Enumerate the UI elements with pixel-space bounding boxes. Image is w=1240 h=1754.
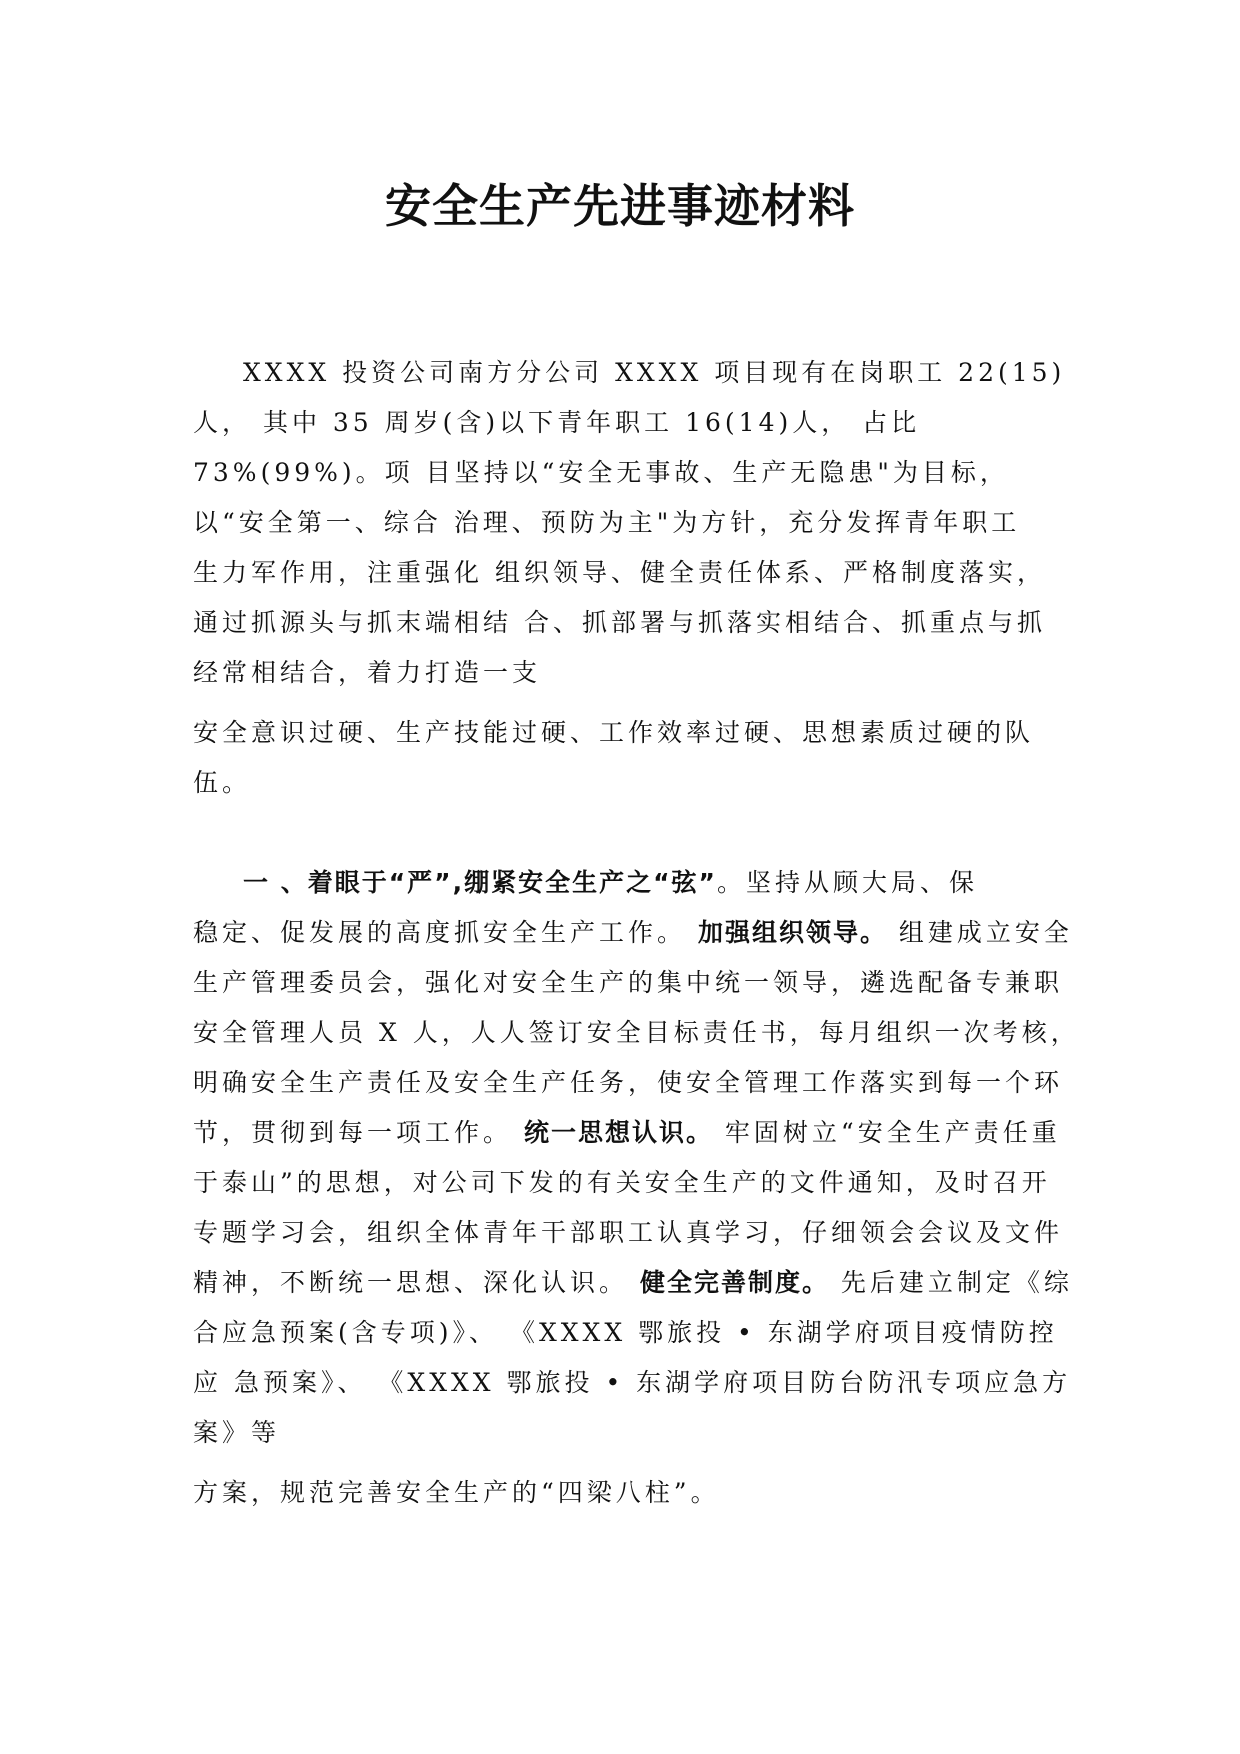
document-title: 安全生产先进事迹材料 (385, 179, 855, 233)
intro-tail-line-1: 安全意识过硬、生产技能过硬、工作效率过硬、思想素质过硬的队 (193, 718, 1035, 747)
section1-line-10: 合应急预案(含专项)》、 《XXXX 鄂旅投 • 东湖学府项目疫情防控 (193, 1318, 1058, 1347)
subheading-system: 健全完善制度。 (639, 1268, 829, 1297)
intro-line-3: 73%(99%)。项 目坚持以“安全无事故、生产无隐患"为目标， (193, 458, 1009, 487)
section1-line-9-text: 精神，不断统一思想、深化认识。 (193, 1268, 640, 1297)
section1-line-6 (193, 1113, 1061, 1153)
section1-line-12: 案》等 (193, 1418, 281, 1447)
section1-line-2 (193, 913, 1073, 953)
intro-line-2: 人， 其中 35 周岁(含)以下青年职工 16(14)人， 占比 (193, 408, 921, 437)
section1-line-3: 生产管理委员会，强化对安全生产的集中统一领导，遴选配备专兼职 (193, 968, 1064, 997)
section1-heading: 一 、着眼于“严”,绷紧安全生产之“弦” (243, 868, 717, 897)
section1-line-1-text: 。坚持从顾大局、保 (716, 868, 978, 897)
section1-line-6-text: 节，贯彻到每一项工作。 (193, 1118, 524, 1147)
subheading-thinking: 统一思想认识。 (523, 1118, 713, 1147)
section1-line-2-text: 稳定、促发展的高度抓安全生产工作。 (193, 918, 698, 947)
intro-line-7: 经常相结合，着力打造一支 (193, 658, 542, 687)
section1-line-2-rest: 组建成立安全 (886, 918, 1073, 947)
section1-line-4: 安全管理人员 X 人，人人签订安全目标责任书，每月组织一次考核， (193, 1018, 1080, 1047)
subheading-organization: 加强组织领导。 (697, 918, 887, 947)
intro-line-6: 通过抓源头与抓末端相结 合、抓部署与抓落实相结合、抓重点与抓 (193, 608, 1046, 637)
section1-line-11: 应 急预案》、 《XXXX 鄂旅投 • 东湖学府项目防台防汛专项应急方 (193, 1368, 1072, 1397)
section1-line-8: 专题学习会，组织全体青年干部职工认真学习，仔细领会会议及文件 (193, 1218, 1064, 1247)
intro-tail-line-2: 伍。 (193, 768, 252, 797)
section1-line-5: 明确安全生产责任及安全生产任务，使安全管理工作落实到每一个环 (193, 1068, 1064, 1097)
intro-line-5: 生力军作用，注重强化 组织领导、健全责任体系、严格制度落实， (193, 558, 1046, 587)
section1-line-6-rest: 牢固树立“安全生产责任重 (712, 1118, 1061, 1147)
section1-line-7: 于泰山”的思想，对公司下发的有关安全生产的文件通知，及时召开 (193, 1168, 1051, 1197)
section1-line-13: 方案，规范完善安全生产的“四梁八柱”。 (193, 1478, 720, 1507)
section1-line-9 (193, 1263, 1073, 1303)
intro-line-1: XXXX 投资公司南方分公司 XXXX 项目现有在岗职工 22(15) (243, 358, 1066, 387)
intro-line-4: 以“安全第一、综合 治理、预防为主"为方针，充分发挥青年职工 (193, 508, 1021, 537)
section1-line-1 (243, 863, 1103, 903)
section1-line-9-rest: 先后建立制定《综 (828, 1268, 1073, 1297)
